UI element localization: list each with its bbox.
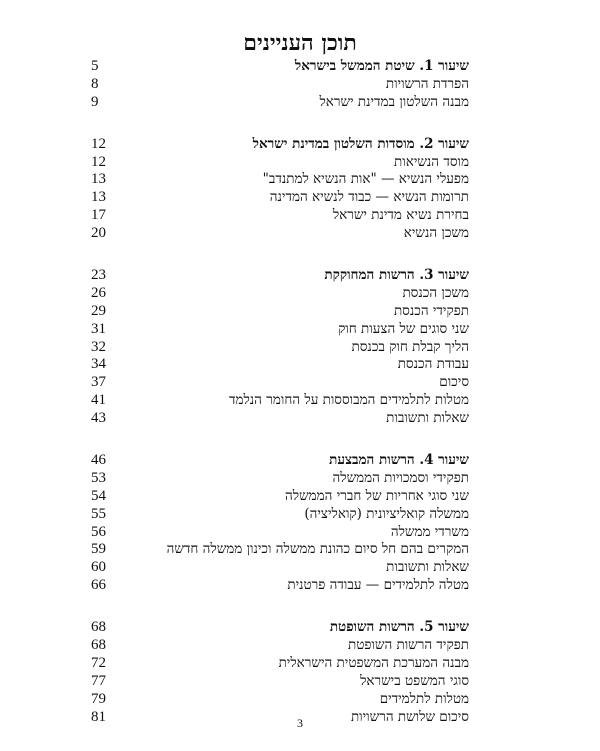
toc-entry-page-number: 12 [91,153,106,170]
toc-lesson-heading-label: שיעור 1. שיטת הממשל בישראל [294,58,469,74]
toc-lesson-heading-page-number: 68 [91,619,106,636]
toc-entry-label: מטלות לתלמידים המבוססות על החומר הנלמד [228,392,469,409]
toc-entry [0,655,600,673]
toc-entry-label: תרומות הנשיא — כבוד לנשיא המדינה [269,189,469,206]
toc-lesson-heading-label: שיעור 4. הרשות המבצעת [329,452,469,469]
toc-lesson-heading-page-number: 5 [91,58,99,74]
toc-entry-page-number: 68 [91,637,106,654]
toc-entry-page-number: 37 [91,374,106,391]
toc-entry [0,673,600,691]
toc-entry-label: סוגי המשפט בישראל [360,672,469,689]
toc-entry [0,207,600,225]
toc-entry-label: מבנה השלטון במדינת ישראל [319,93,469,110]
toc-lesson-heading [0,267,600,285]
toc-entry-page-number: 43 [91,410,106,427]
toc-entry-page-number: 9 [91,93,99,110]
toc-entry-label: תפקידי וסמכויות הממשלה [332,469,469,486]
toc-entry [0,171,600,189]
toc-section [0,452,600,595]
toc-entry-label: מבנה המערכת המשפטית הישראלית [278,654,469,671]
toc-entry-page-number: 55 [91,505,106,522]
toc-entry [0,189,600,207]
toc-entry [0,154,600,172]
toc-entry [0,541,600,559]
toc-entry [0,225,600,243]
toc-entry-label: משרדי ממשלה [390,523,469,540]
toc-entry-label: הפרדת הרשויות [385,75,469,92]
toc-entry-label: סיכום שלושת הרשויות [350,708,469,725]
toc-entry-page-number: 34 [91,356,106,373]
toc-entry [0,356,600,374]
toc-entry-page-number: 20 [91,225,106,242]
toc-entry [0,506,600,524]
toc-entry [0,559,600,577]
toc-entry [0,374,600,392]
toc-entry [0,76,600,94]
toc-entry-label: שאלות ותשובות [386,410,469,427]
toc-lesson-heading [0,452,600,470]
toc-entry [0,392,600,410]
toc-entry-page-number: 53 [91,469,106,486]
toc-entry-page-number: 77 [91,672,106,689]
toc-entry-label: מטלות לתלמידים [379,690,469,707]
toc-entry [0,94,600,112]
toc-entry [0,524,600,542]
toc-entry-label: מוסד הנשיאות [394,153,469,170]
toc-section [0,58,600,112]
table-of-contents [0,58,600,751]
toc-entry-page-number: 59 [91,541,106,558]
toc-entry-label: עבודת הכנסת [397,356,469,373]
toc-entry-label: ממשלה קואליציונית (קואליציה) [304,505,469,522]
toc-lesson-heading [0,58,600,76]
toc-section [0,136,600,243]
toc-section [0,267,600,428]
toc-entry-label: שאלות ותשובות [386,559,469,576]
toc-entry [0,691,600,709]
toc-entry-label: משכן הכנסת [402,284,469,301]
toc-lesson-heading [0,136,600,154]
toc-entry-page-number: 29 [91,302,106,319]
toc-entry-page-number: 56 [91,523,106,540]
toc-entry-page-number: 32 [91,338,106,355]
toc-entry-label: שני סוגים של הצעות חוק [338,320,469,337]
toc-entry-label: מפעלי הנשיא — "אות הנשיא למתנדב" [262,171,469,188]
toc-entry [0,577,600,595]
toc-entry [0,410,600,428]
toc-lesson-heading-page-number: 23 [91,267,106,284]
toc-section [0,619,600,726]
toc-entry-label: תפקידי הכנסת [393,302,469,319]
toc-lesson-heading-page-number: 46 [91,452,106,469]
toc-entry-label: הליך קבלת חוק בכנסת [351,338,469,355]
toc-entry-page-number: 13 [91,171,106,188]
toc-entry-label: משכן הנשיא [403,225,469,242]
toc-entry-page-number: 79 [91,690,106,707]
toc-entry [0,339,600,357]
toc-entry-label: סיכום [439,374,469,391]
toc-entry-label: תפקיד הרשות השופטת [347,637,469,654]
toc-entry-page-number: 66 [91,577,106,594]
toc-entry [0,321,600,339]
toc-entry-label: מטלה לתלמידים — עבודה פרטנית [287,577,469,594]
toc-entry-page-number: 54 [91,487,106,504]
toc-entry-page-number: 41 [91,392,106,409]
toc-entry-page-number: 81 [91,708,106,725]
page-number: 3 [297,716,303,730]
toc-entry-page-number: 72 [91,654,106,671]
toc-entry [0,303,600,321]
toc-entry-page-number: 8 [91,75,99,92]
toc-entry [0,470,600,488]
toc-entry-page-number: 31 [91,320,106,337]
toc-lesson-heading-label: שיעור 5. הרשות השופטת [329,619,469,636]
toc-entry-page-number: 26 [91,284,106,301]
toc-lesson-heading-label: שיעור 3. הרשות המחוקקת [324,267,469,284]
toc-lesson-heading [0,619,600,637]
toc-entry-label: המקרים בהם חל סיום כהונת ממשלה וכינון ממשלה חדשה [166,541,469,558]
toc-entry-page-number: 13 [91,189,106,206]
toc-entry-label: בחירת נשיא מדינת ישראל [332,207,469,224]
toc-entry-page-number: 60 [91,559,106,576]
toc-lesson-heading-page-number: 12 [91,135,106,152]
toc-entry-label: שני סוגי אחריות של חברי הממשלה [285,487,469,504]
toc-entry [0,488,600,506]
toc-entry [0,637,600,655]
toc-entry [0,285,600,303]
toc-entry-page-number: 17 [91,207,106,224]
toc-lesson-heading-label: שיעור 2. מוסדות השלטון במדינת ישראל [252,135,469,152]
page-title: תוכן העניינים [243,30,357,56]
